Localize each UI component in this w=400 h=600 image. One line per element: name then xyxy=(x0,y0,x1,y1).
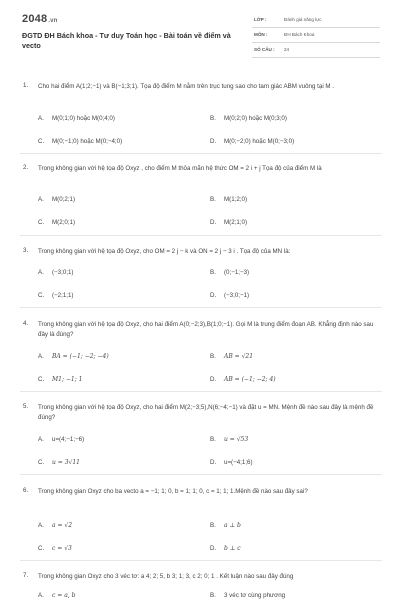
option-letter: D. xyxy=(210,138,217,145)
option-d[interactable] xyxy=(210,459,253,466)
option-d[interactable] xyxy=(210,376,276,383)
option-text: b ⊥ c xyxy=(224,545,241,552)
option-c[interactable] xyxy=(38,292,74,299)
option-letter: B. xyxy=(210,592,216,599)
option-c[interactable] xyxy=(38,138,122,145)
option-letter: D. xyxy=(210,545,217,552)
option-d[interactable] xyxy=(210,292,249,299)
question-divider xyxy=(20,391,382,392)
option-b[interactable] xyxy=(210,115,287,122)
option-text: u=(4;−1;−6) xyxy=(52,436,85,443)
option-c[interactable] xyxy=(38,376,82,383)
option-text: (−2;1;1) xyxy=(52,292,74,299)
option-letter: B. xyxy=(210,269,216,276)
option-text: (0;−1;−3) xyxy=(224,269,250,276)
option-d[interactable] xyxy=(210,545,241,552)
option-d[interactable] xyxy=(210,219,247,226)
option-letter: C. xyxy=(38,138,45,145)
option-letter: B. xyxy=(210,196,216,203)
option-a[interactable] xyxy=(38,115,115,122)
option-letter: B. xyxy=(210,436,216,443)
option-letter: A. xyxy=(38,592,44,599)
option-text: M(1;2;0) xyxy=(224,196,248,203)
option-text: M(2;1;0) xyxy=(224,219,248,226)
option-letter: C. xyxy=(38,545,45,552)
option-letter: A. xyxy=(38,196,44,203)
meta-value: 24 xyxy=(284,47,290,52)
option-text: AB = (−1; −2; 4) xyxy=(224,376,276,383)
option-letter: C. xyxy=(38,219,45,226)
option-text: u=(−4;1;6) xyxy=(224,459,253,466)
option-c[interactable] xyxy=(38,545,72,552)
option-letter: D. xyxy=(210,292,217,299)
option-c[interactable] xyxy=(38,219,75,226)
option-d[interactable] xyxy=(210,138,294,145)
option-text: a = √2 xyxy=(52,522,73,529)
option-text: M(0;−2;0) hoặc M(0;−3;0) xyxy=(224,138,295,145)
option-letter: A. xyxy=(38,436,44,443)
question-divider xyxy=(20,235,382,236)
option-letter: D. xyxy=(210,459,217,466)
option-letter: A. xyxy=(38,269,44,276)
option-a[interactable] xyxy=(38,522,72,529)
question-text: Trong không gian với hệ tọa độ Oxyz, cho hai điểm A(0;−2;3),B(1;0;−1). Gọi M là trung điểm đoạn AB. Khẳng định nào sau đây là đúng? xyxy=(38,321,374,338)
option-text: M(0;1;0) hoặc M(0;4;0) xyxy=(52,115,115,122)
option-letter: B. xyxy=(210,115,216,122)
logo-suffix: .vn xyxy=(48,18,58,24)
option-letter: C. xyxy=(38,459,45,466)
option-b[interactable] xyxy=(210,522,241,529)
option-text: (−3;0;−1) xyxy=(224,292,250,299)
option-b[interactable] xyxy=(210,196,247,203)
option-letter: B. xyxy=(210,353,216,360)
question-text: Trong không gian với hệ tọa độ Oxyz, cho OM = 2 j − k và ON = 2 j − 3 i . Tọa độ của MN là: xyxy=(38,248,291,255)
meta-value: Đánh giá năng lực xyxy=(284,17,322,22)
meta-key: SỐ CÂU : xyxy=(254,47,275,52)
option-text: u = √53 xyxy=(224,436,249,443)
option-text: M(0;−1;0) hoặc M(0;−4;0) xyxy=(52,138,123,145)
worksheet-meta xyxy=(252,13,380,58)
option-letter: C. xyxy=(38,376,45,383)
meta-key: LỚP : xyxy=(254,17,267,22)
worksheet-header xyxy=(0,0,400,62)
option-letter: A. xyxy=(38,353,44,360)
question-text: Trong không gian Oxyz cho ba vecto a = −1; 1; 0, b = 1; 1; 0, c = 1; 1; 1.Mệnh đề nào sau đây sai? xyxy=(38,488,308,495)
option-letter: B. xyxy=(210,522,216,529)
question-number: 1. xyxy=(23,82,29,89)
option-text: 3 véc tơ cùng phương xyxy=(224,592,286,599)
option-a[interactable] xyxy=(38,353,109,360)
option-text: M(0;2;1) xyxy=(52,196,76,203)
option-a[interactable] xyxy=(38,592,75,599)
question-number: 7. xyxy=(23,572,29,579)
option-a[interactable] xyxy=(38,196,75,203)
question-number: 3. xyxy=(23,247,29,254)
option-b[interactable] xyxy=(210,269,249,276)
option-b[interactable] xyxy=(210,353,253,360)
question-number: 5. xyxy=(23,403,29,410)
option-letter: A. xyxy=(38,522,44,529)
option-text: M1; −1; 1 xyxy=(52,376,83,383)
question-text: Trong không gian với hệ tọa độ Oxyz, cho hai điểm M(2;−3;5),N(6;−4;−1) và đặt u = MN. Mệnh đề nào sau đây là mệnh đề đúng? xyxy=(38,404,374,421)
meta-value: ĐH Bách Khoa xyxy=(284,32,315,37)
option-a[interactable] xyxy=(38,436,84,443)
option-text: AB = √21 xyxy=(224,353,254,360)
option-c[interactable] xyxy=(38,459,80,466)
option-letter: D. xyxy=(210,376,217,383)
option-a[interactable] xyxy=(38,269,74,276)
option-text: c = a, b xyxy=(52,592,76,599)
question-number: 4. xyxy=(23,320,29,327)
question-divider xyxy=(20,153,382,154)
site-logo[interactable] xyxy=(22,13,58,25)
option-text: BA = (−1; −2; −4) xyxy=(52,353,109,360)
meta-row-count xyxy=(252,43,380,58)
question-text: Cho hai điểm A(1;2;−1) và B(−1;3;1). Tọa độ điểm M nằm trên trục tung sao cho tam giác ABM vuông tại M . xyxy=(38,83,335,90)
worksheet-title: ĐGTD ĐH Bách khoa - Tư duy Toán học - Bài toán về điểm và vecto xyxy=(22,31,231,50)
question-number: 2. xyxy=(23,164,29,171)
option-b[interactable] xyxy=(210,436,248,443)
meta-key: MÔN : xyxy=(254,32,268,37)
option-text: M(2;0;1) xyxy=(52,219,76,226)
question-number: 6. xyxy=(23,487,29,494)
option-text: (−3;0;1) xyxy=(52,269,74,276)
option-text: u = 3√11 xyxy=(52,459,80,466)
option-letter: A. xyxy=(38,115,44,122)
option-text: a ⊥ b xyxy=(224,522,241,529)
question-text: Trong không gian Oxyz cho 3 véc tơ: a 4; 2; 5, b 3; 1; 3, c 2; 0; 1 . Kết luận nào sau đây đúng xyxy=(38,573,294,580)
option-letter: C. xyxy=(38,292,45,299)
option-text: M(0;2;0) hoặc M(0;3;0) xyxy=(224,115,287,122)
option-letter: D. xyxy=(210,219,217,226)
meta-row-subject xyxy=(252,28,380,43)
meta-row-class xyxy=(252,13,380,28)
question-divider xyxy=(20,560,382,561)
question-text: Trong không gian với hệ tọa độ Oxyz , cho điểm M thỏa mãn hệ thức OM = 2 i + j Tọa độ của điểm M là xyxy=(38,165,322,172)
question-divider xyxy=(20,474,382,475)
logo-text: 2048 xyxy=(22,13,48,25)
option-b[interactable] xyxy=(210,592,285,599)
question-divider xyxy=(20,307,382,308)
option-text: c = √3 xyxy=(52,545,72,552)
